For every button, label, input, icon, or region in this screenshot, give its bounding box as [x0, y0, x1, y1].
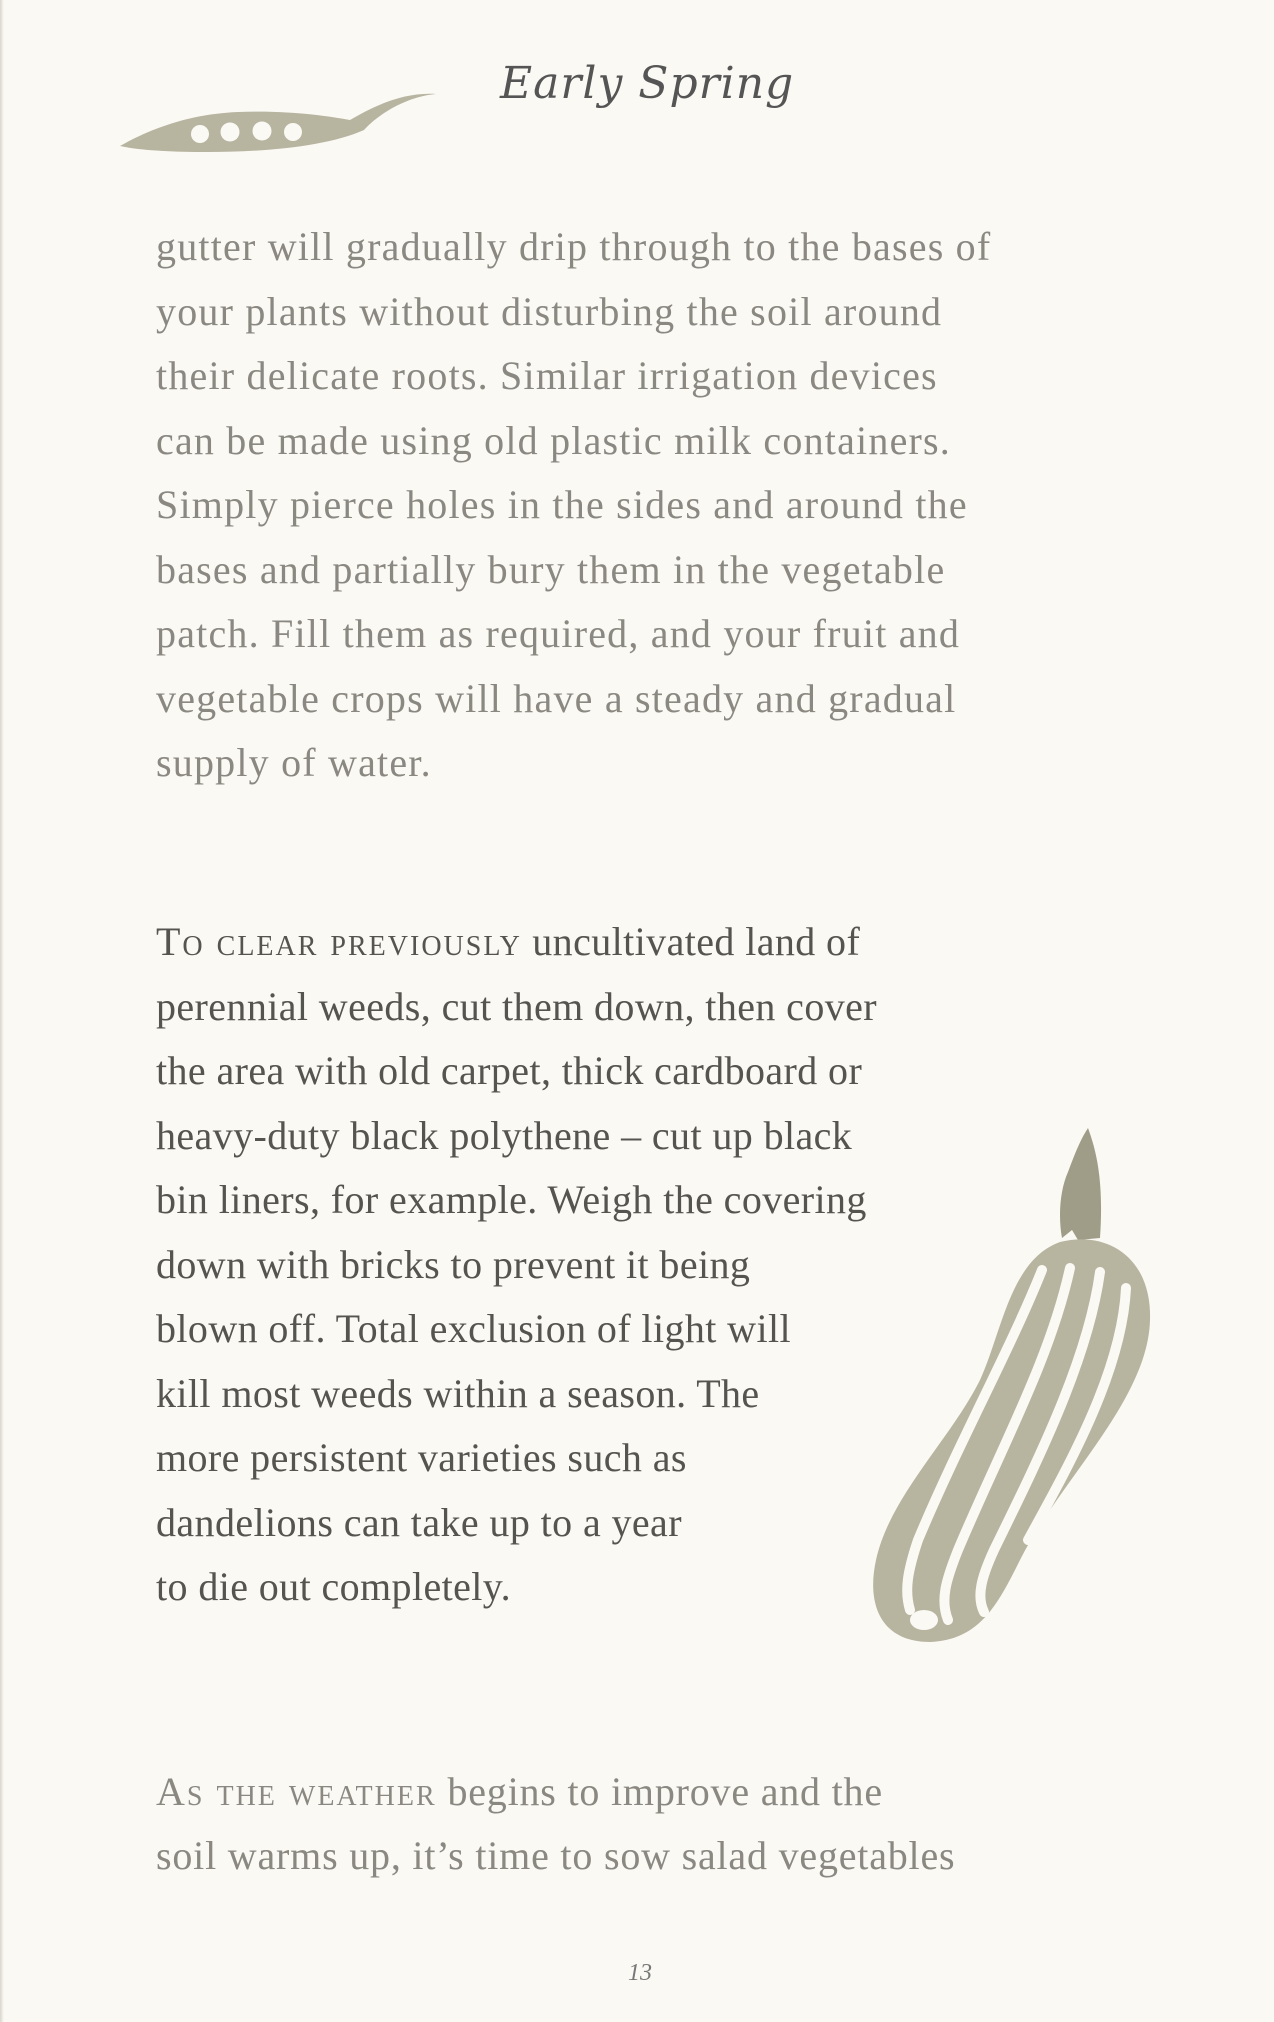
paragraph-weather	[156, 1760, 955, 1888]
text-line: patch. Fill them as required, and your fruit and	[156, 611, 961, 656]
page-number: 13	[628, 1960, 652, 1986]
text-line: bases and partially bury them in the vegetable	[156, 546, 946, 592]
text-line-first	[156, 910, 877, 975]
text-line: heavy-duty black polythene – cut up black	[156, 1112, 853, 1158]
lead-in: To clear previously	[156, 919, 522, 964]
running-head: Early Spring	[500, 58, 795, 109]
text-line: down with bricks to prevent it being	[156, 1241, 751, 1287]
text-line: their delicate roots. Similar irrigation devices	[156, 353, 938, 398]
text-line: to die out completely.	[156, 1564, 512, 1609]
courgette-icon	[860, 1120, 1170, 1660]
text-line: the area with old carpet, thick cardboard or	[156, 1048, 863, 1093]
text-line: can be made using old plastic milk containers.	[156, 417, 952, 463]
text-line: dandelions can take up to a year	[156, 1499, 682, 1545]
text-line: gutter will gradually drip through to the bases of	[156, 224, 992, 269]
paragraph-clearing-land	[156, 910, 877, 1620]
text-line: supply of water.	[156, 740, 432, 785]
text-line: vegetable crops will have a steady and gradual	[156, 675, 957, 721]
text-line: your plants without disturbing the soil around	[156, 288, 943, 334]
lead-in: As the weather	[156, 1769, 437, 1814]
text-line-rest: uncultivated land of	[521, 919, 861, 964]
text-line: soil warms up, it’s time to sow salad vegetables	[156, 1833, 956, 1878]
text-line-first	[156, 1760, 955, 1824]
text-line: bin liners, for example. Weigh the covering	[156, 1177, 867, 1222]
paragraph-continued	[156, 215, 991, 796]
pea-pod-icon	[118, 80, 438, 160]
text-line: kill most weeds within a season. The	[156, 1370, 760, 1416]
text-line: Simply pierce holes in the sides and around the	[156, 482, 968, 527]
page-edge	[0, 0, 4, 2022]
text-line: blown off. Total exclusion of light will	[156, 1306, 792, 1351]
text-line-rest: begins to improve and the	[436, 1769, 883, 1814]
text-line: perennial weeds, cut them down, then cover	[156, 983, 877, 1029]
text-line: more persistent varieties such as	[156, 1435, 687, 1480]
